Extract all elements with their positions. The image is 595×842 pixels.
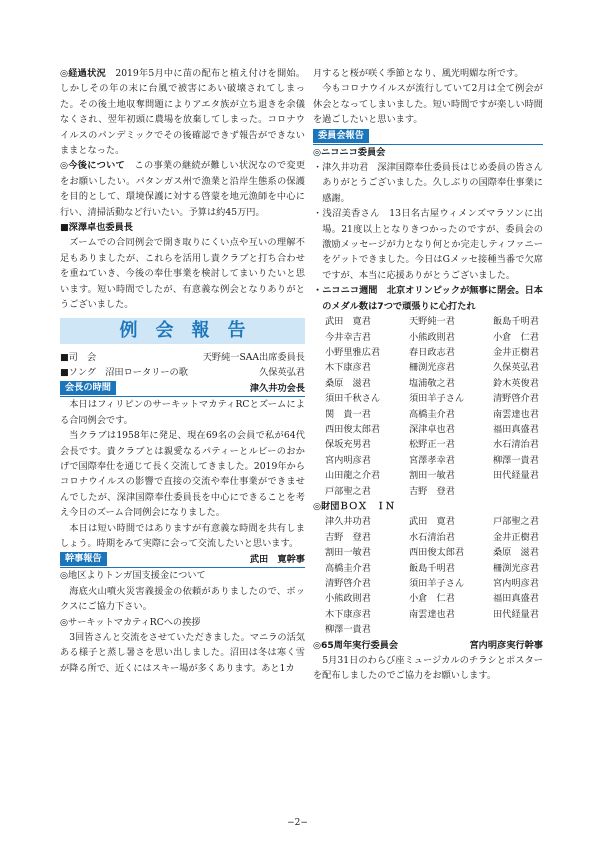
member-name: 柳澤一貴君 <box>493 454 539 466</box>
member-name: 南雲達也君 <box>493 408 539 420</box>
song-row <box>60 365 305 380</box>
member-name: 鈴木英俊君 <box>493 377 539 389</box>
member-name: 宮内明彦君 <box>325 454 371 466</box>
right-column <box>313 66 543 684</box>
kaicho-header <box>60 380 305 397</box>
kanji-item1: ◎地区よりトンガ国支援金について <box>60 570 206 582</box>
kaicho-p1: 本日はフィリピンのサーキットマカティRCとズームによる合同例会です。 <box>60 399 305 426</box>
member-name: 木下康彦君 <box>325 608 371 620</box>
member-name: 関 貴一君 <box>325 408 371 420</box>
member-name: 飯島千明君 <box>409 562 455 574</box>
keika-paragraph <box>60 66 305 158</box>
fukai-title: ■深澤卓也委員長 <box>60 222 133 234</box>
member-name <box>409 622 493 637</box>
iinkai-header <box>313 128 543 145</box>
shikai-value: 天野純一SAA出席委員長 <box>202 351 305 363</box>
left-column <box>60 66 305 676</box>
niko-title: ◎ニコニコ委員会 <box>313 146 386 158</box>
niko-week: ・ニコニコ週間 北京オリンピックが無事に閉会。日本のメダル数は7つで頑張りに心打たれ <box>313 285 543 312</box>
member-name: 割田一敏君 <box>409 470 455 482</box>
member-name: 宮澤孝幸君 <box>409 454 455 466</box>
member-name: 保坂充男君 <box>325 439 371 451</box>
anniv-title: ◎65周年実行委員会 <box>313 639 399 651</box>
song-label: ■ソング 沼田ロータリーの歌 <box>60 366 188 378</box>
kaicho-tag: 会長の時間 <box>60 381 116 395</box>
shikai-row <box>60 350 305 365</box>
kanji-tag: 幹事報告 <box>60 552 107 566</box>
member-name: 武田 寛君 <box>409 516 455 528</box>
member-name: 春日政志君 <box>409 346 455 358</box>
member-name: 天野純一君 <box>409 316 455 328</box>
member-name: 松野正一君 <box>409 439 455 451</box>
niko-bullet-1: ・津久井功君 深津国際奉仕委員長はじめ委員の皆さんありがとうございました。久しぶりの国際奉仕事業に感謝。 <box>313 162 543 204</box>
continued-p2: 今もコロナウイルスが流行していて2月は全て例会が休会となってしまいました。短い時間ですが楽しい時間を過ごしたいと思います。 <box>313 83 543 126</box>
member-name: 須田千秋さん <box>325 393 381 405</box>
member-name: 高橋圭介君 <box>409 408 455 420</box>
member-name: 須田羊子さん <box>409 578 465 589</box>
kanji-header <box>60 551 305 568</box>
member-name: 柵渕光彦君 <box>493 562 539 574</box>
member-name: 小熊政則君 <box>409 331 455 343</box>
niko-names-list <box>313 314 543 499</box>
member-name: 柳澤一貴君 <box>325 624 371 636</box>
member-name: 柵渕光彦君 <box>409 362 455 374</box>
member-name: 田代経量君 <box>493 608 539 620</box>
member-name: 戸部聖之君 <box>325 485 371 497</box>
continued-text: 月すると桜が咲く季節となり、風光明媚な所です。 <box>313 68 524 79</box>
keika-text: 2019年5月中に苗の配布と植え付けを開始。しかしその年の末に台風で被害にあい破壊されてしまった。その後土地収奪問題によりアエタ族が立ち退きを余儀なくされ、翌年初頭に農場を放棄してしまった。コロナウイルスのパンデミックでその後確認できず報告ができないままとなった。 <box>60 68 305 157</box>
member-name: 金井正樹君 <box>493 531 539 543</box>
member-name: 南雲達也君 <box>409 608 455 620</box>
member-name: 西田俊太郎君 <box>325 423 381 435</box>
kongo-text: この事業の継続が難しい状況なので変更をお願いしたい。パタンガス州で漁業と沿岸生態系の保護を目的として、環境保護に対する啓蒙を地元漁師を中心に行い、清掃活動など行いたい。予算は約45万円。 <box>60 160 306 218</box>
member-name: 木下康彦君 <box>325 362 371 374</box>
member-name <box>493 484 555 499</box>
member-name: 福田真盛君 <box>493 423 539 435</box>
member-name: 塩浦敬之君 <box>409 377 455 389</box>
member-name: 小倉 仁君 <box>493 331 539 343</box>
member-name: 深津卓也君 <box>409 423 455 435</box>
member-name: 今井幸吉君 <box>325 331 371 343</box>
box-title: ◎財団ＢＯＸ ＩＮ <box>313 500 395 512</box>
kongo-label: ◎今後について <box>60 160 126 172</box>
kanji-item2-text: 3回皆さんと交流をさせていただきました。マニラの活気ある様子と蒸し暑さを思い出しました。沼田は冬は寒く雪が降る所で、近くにはスキー場が多くあります。あと1カ <box>60 632 305 674</box>
member-name: 宮内明彦君 <box>493 578 539 589</box>
member-name: 金井正樹君 <box>493 346 539 358</box>
member-name <box>493 622 555 637</box>
member-name: 福田真盛君 <box>493 593 539 605</box>
member-name: 戸部聖之君 <box>493 516 539 528</box>
member-name: 吉野 登君 <box>409 485 455 497</box>
member-name: 久保英弘君 <box>493 362 539 374</box>
keika-label: ◎経過状況 <box>60 68 106 79</box>
member-name: 西田俊太郎君 <box>409 547 465 559</box>
member-name: 割田一敏君 <box>325 547 371 559</box>
member-name: 桑原 滋君 <box>325 377 371 389</box>
member-name: 桑原 滋君 <box>493 547 539 559</box>
member-name: 吉野 登君 <box>325 531 371 543</box>
anniv-header <box>313 638 543 653</box>
fukai-text: ズームでの合同例会で開き取りにくい点や互いの理解不足もありましたが、これらを活用し貴クラブと打ち合わせを重ねていき、今後の奉仕事業を検討してまいりたいと思います。短い時間でしたが、有意義な例会となりありがとうございました。 <box>60 237 305 311</box>
member-name: 津久井功君 <box>325 516 371 528</box>
member-name: 小熊政則君 <box>325 593 371 605</box>
member-name: 清野啓介君 <box>325 578 371 589</box>
member-name: 田代経量君 <box>493 470 539 482</box>
kaicho-name: 津久井功会長 <box>249 382 305 394</box>
anniv-text: 5月31日のわらび座ミュージカルのチラシとポスターを配布しましたのでご協力をお願いします。 <box>313 655 543 682</box>
kaicho-p3: 本日は短い時間ではありますが有意義な時間を共有しましょう。時期をみて実際に会って交流したいと思います。 <box>60 522 305 549</box>
anniv-name: 宮内明彦実行幹事 <box>469 639 543 651</box>
box-names-list <box>313 514 543 637</box>
kanji-item1-text: 海底火山噴火災害義援金の依頼がありましたので、ボックスにご協力下さい。 <box>60 585 305 613</box>
shikai-label: ■司 会 <box>60 351 97 363</box>
member-name: 水石清治君 <box>493 439 539 451</box>
kanji-item2: ◎サーキットマカティRCへの挨拶 <box>60 616 201 628</box>
member-name: 小野里雅広君 <box>325 346 381 358</box>
page-number: −2− <box>287 818 308 828</box>
member-name: 武田 寛君 <box>325 316 371 328</box>
member-name: 飯島千明君 <box>493 316 539 328</box>
song-value: 久保英弘君 <box>259 366 305 378</box>
member-name: 水石清治君 <box>409 531 455 543</box>
member-name: 須田羊子さん <box>409 393 465 405</box>
kaicho-p2: 当クラブは1958年に発足、現在69名の会員で私が64代会長です。貴クラブとは親愛なるパティーとルビーのおかげで国際奉仕を通じて長く交流してきました。2019年からコロナウイルスの影響で直接の交流や奉仕事業ができませんでしたが、深津国際奉仕委員長を中心にできることを考え今日のズーム合同例会になりました。 <box>60 430 305 519</box>
niko-bullet-2: ・浅沼美香さん 13日名古屋ウィメンズマラソンに出場。21度以上となりきつかったのですが、委員会の激励メッセージが力となり何とか完走しティファニーをゲットできました。今日はGメッセ接種当番で欠席ですが、本当に応援ありがとうございました。 <box>313 208 543 281</box>
iinkai-tag: 委員会報告 <box>313 129 369 143</box>
member-name: 小倉 仁君 <box>409 593 455 605</box>
reikai-banner: 例会報告 <box>60 318 305 344</box>
member-name: 山田龍之介君 <box>325 470 381 482</box>
kanji-name: 武田 寛幹事 <box>249 553 305 565</box>
member-name: 清野啓介君 <box>493 393 539 405</box>
member-name: 高橋圭介君 <box>325 562 371 574</box>
kongo-paragraph <box>60 158 305 220</box>
